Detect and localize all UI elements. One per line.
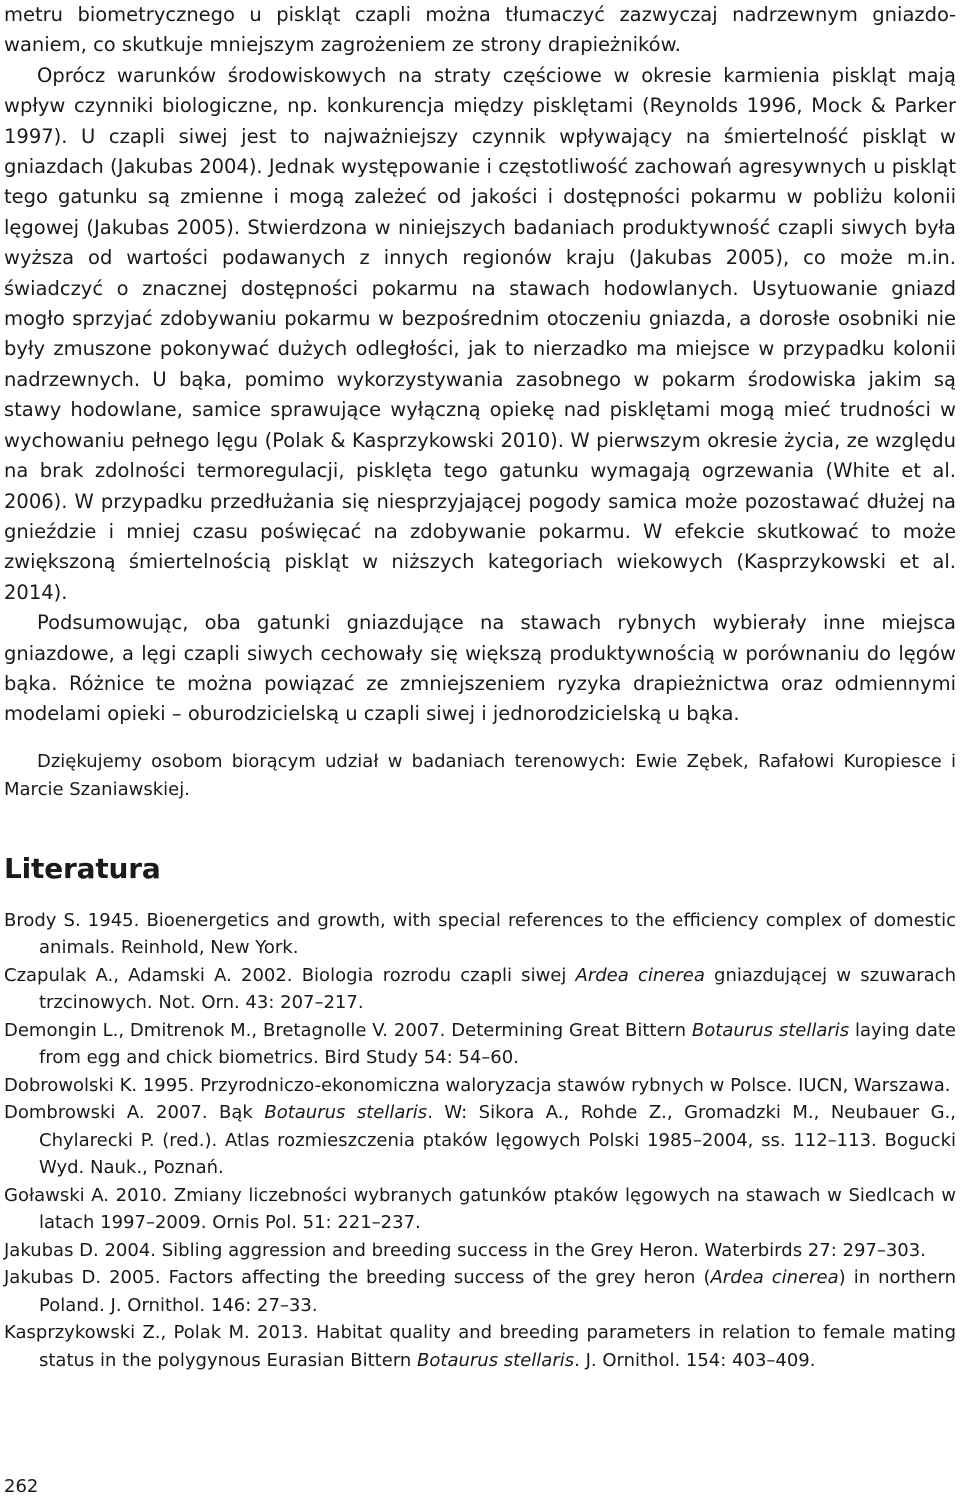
body-paragraph-continued: metru biometrycznego u piskląt czapli można tłumaczyć zazwyczaj nadrzewnym gniazdowaniem, co skutkuje mniejszym zagrożeniem ze strony drapieżników.: [4, 3, 956, 57]
reference-item: [4, 1264, 956, 1319]
reference-text-after: laying date from egg and chick biometrics. Bird Study 54: 54–60.: [39, 1019, 956, 1069]
reference-text-after: . J. Ornithol. 154: 403–409.: [574, 1349, 816, 1371]
reference-italic: Ardea cinerea: [710, 1267, 839, 1289]
reference-text: Demongin L., Dmitrenok M., Bretagnolle V. 2007. Determining Great Bittern: [4, 1019, 692, 1041]
reference-text: Dobrowolski K. 1995. Przyrodniczo-ekonomiczna waloryzacja stawów rybnych w Polsce. IUCN, Warszawa.: [4, 1074, 951, 1096]
reference-list: [4, 907, 956, 1375]
reference-italic: Botaurus stellaris: [691, 1019, 850, 1041]
reference-text: Czapulak A., Adamski A. 2002. Biologia rozrodu czapli siwej: [4, 964, 576, 986]
reference-item: [4, 1182, 956, 1237]
reference-text: Jakubas D. 2004. Sibling aggression and breeding success in the Grey Heron. Waterbirds 27: 297–303.: [4, 1239, 926, 1261]
reference-italic: Botaurus stellaris: [417, 1349, 575, 1371]
reference-item: [4, 1017, 956, 1072]
references-heading: Literatura: [4, 851, 161, 885]
reference-item: [4, 1237, 956, 1265]
reference-text-after: . W: Sikora A., Rohde Z., Gromadzki M., Neubauer G., Chylarecki P. (red.). Atlas rozmieszczenia ptaków lęgowych Polski 1985–2004, ss. 112–113. Bogucki Wyd. Nauk., Poznań.: [39, 1102, 956, 1179]
reference-text-after: gniazdującej w szuwarach trzcinowych. Not. Orn. 43: 207–217.: [39, 964, 956, 1014]
page-body: [4, 0, 956, 1374]
reference-item: [4, 1099, 956, 1182]
reference-text: Dombrowski A. 2007. Bąk: [4, 1102, 265, 1124]
reference-text: Brody S. 1945. Bioenergetics and growth, with special references to the efficiency complex of domestic animals. Reinhold, New York.: [4, 909, 956, 959]
reference-text: Kasprzykowski Z., Polak M. 2013. Habitat quality and breeding parameters in relation to female mating status in the polygynous Eurasian Bittern: [4, 1322, 956, 1371]
reference-italic: Botaurus stellaris: [264, 1102, 428, 1124]
reference-item: [4, 907, 956, 962]
reference-item: [4, 1319, 956, 1374]
reference-item: [4, 962, 956, 1017]
page-number: 262: [4, 1476, 39, 1497]
reference-text: Jakubas D. 2005. Factors affecting the breeding success of the grey heron (: [4, 1267, 711, 1289]
reference-italic: Ardea cinerea: [575, 964, 705, 986]
body-paragraph-summary: Podsumowując, oba gatunki gniazdujące na stawach rybnych wybierały inne miejsca gniazdowe, a lęgi czapli siwych cechowały się większą produktywnością w porównaniu do lęgów bąka. Różnice te można powiązać ze zmniejszeniem ryzyka drapieżnictwa oraz odmiennymi modelami opieki – oburodzicielską u czapli siwej i jednorodzicielską u bąka.: [4, 611, 956, 726]
acknowledgements: Dziękujemy osobom biorącym udział w badaniach terenowych: Ewie Zębek, Rafałowi Kuropiesce i Marcie Szaniawskiej.: [4, 750, 956, 801]
reference-item: [4, 1072, 956, 1100]
reference-text-after: ) in northern Poland. J. Ornithol. 146: 27–33.: [39, 1267, 957, 1316]
body-paragraph: Oprócz warunków środowiskowych na straty częściowe w okresie karmienia piskląt mają wpływ czynniki biologiczne, np. konkurencja między pisklętami (Reynolds 1996, Mock & Parker 1997). U czapli siwej jest to najważniejszy czynnik wpływający na śmiertelność piskląt w gniazdach (Jakubas 2004). Jednak występowanie i częstotliwość zachowań agresywnych u piskląt tego gatunku są zmienne i mogą zależeć od jakości i dostępności pokarmu w pobliżu kolonii lęgowej (Jakubas 2005). Stwierdzona w niniejszych badaniach produktywność czapli siwych była wyższa od wartości podawanych z innych regionów kraju (Jakubas 2005), co może m.in. świadczyć o znacznej dostępności pokarmu na stawach hodowlanych. Usytuowanie gniazd mogło sprzyjać zdobywaniu pokarmu w bezpośrednim otoczeniu gniazda, a dorosłe osobniki nie były zmuszone pokonywać dużych odległości, jak to nierzadko ma miejsce w przypadku kolonii nadrzewnych. U bąka, pomimo wykorzystywania zasobnego w pokarm środowiska jakim są stawy hodowlane, samice sprawujące wyłączną opiekę nad pisklętami mogą mieć trudności w wychowaniu pełnego lęgu (Polak & Kasprzykowski 2010). W pierwszym okresie życia, ze względu na brak zdolności termoregulacji, pisklęta tego gatunku wymagają ogrzewania (White et al. 2006). W przypadku przedłużania się niesprzyjającej pogody samica może pozostawać dłużej na gnieździe i mniej czasu poświęcać na zdobywanie pokarmu. W efekcie skutkować to może zwiększoną śmiertelnością piskląt w niższych kategoriach wiekowych (Kasprzykowski et al. 2014).: [4, 63, 956, 604]
reference-text: Goławski A. 2010. Zmiany liczebności wybranych gatunków ptaków lęgowych na stawach w Siedlcach w latach 1997–2009. Ornis Pol. 51: 221–237.: [4, 1184, 956, 1234]
